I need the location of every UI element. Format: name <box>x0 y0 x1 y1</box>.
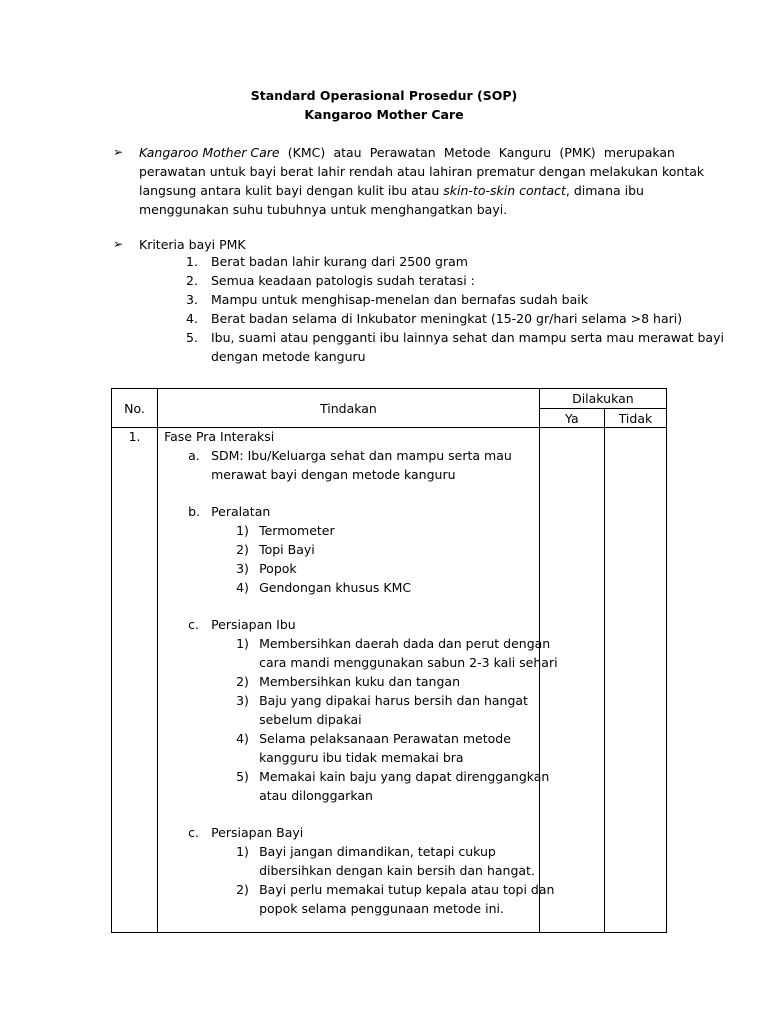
intro-line-2: perawatan untuk bayi berat lahir rendah atau lahiran prematur dengan melakukan kontak <box>139 164 705 179</box>
ya-cell <box>539 428 604 933</box>
tidak-cell <box>604 428 666 933</box>
equipment-item: Gendongan khusus KMC <box>259 580 412 595</box>
baby-prep-item: Bayi jangan dimandikan, tetapi cukup <box>259 844 496 859</box>
document-subtitle: Kangaroo Mother Care <box>304 107 464 122</box>
header-no: No. <box>112 389 158 428</box>
equipment-item: Popok <box>259 561 297 576</box>
criteria-heading: Kriteria bayi PMK <box>139 237 246 252</box>
sop-table <box>111 388 667 933</box>
arrow-bullet-icon: ➢ <box>113 145 124 159</box>
tindakan-cell: Fase Pra Interaksi a. SDM: Ibu/Keluarga sehat dan mampu serta mau merawat bayi dengan metode kanguru b. Peralatan 1) Termometer 2) Topi Bayi 3) Popok 4) Gendongan khusus KMC c. Persiapan Ibu 1) Membersihkan daerah dada dan perut dengan cara mandi menggunakan sabun 2-3 kali sehari 2) Membersihkan kuku dan tangan 3) Baju yang dipakai harus bersih dan hangat sebelum dipakai 4) Selama pelaksanaan Perawatan metode kangguru ibu tidak memakai bra 5) Memakai kain baju yang dapat direnggangkan atau dilonggarkan c. Persiapan Bayi 1) Bayi jangan dimandikan, tetapi cukup dibersihkan dengan kain bersih dan hangat. 2) Bayi perlu memakai tutup kepala atau topi dan popok selama penggunaan metode ini. <box>158 428 540 933</box>
section-a-text: SDM: Ibu/Keluarga sehat dan mampu serta mau <box>211 448 512 463</box>
mother-prep-item: Memakai kain baju yang dapat direnggangkan <box>259 769 550 784</box>
intro-line-1: Kangaroo Mother Care (KMC) atau Perawatan Metode Kanguru (PMK) merupakan <box>139 145 675 160</box>
phase-title: Fase Pra Interaksi <box>164 429 275 444</box>
header-ya: Ya <box>539 409 604 428</box>
section-b-title: Peralatan <box>211 504 271 519</box>
intro-line-4: menggunakan suhu tubuhnya untuk menghangatkan bayi. <box>139 202 508 217</box>
kmc-term: Kangaroo Mother Care <box>139 145 280 160</box>
row-number-cell <box>112 428 158 933</box>
mother-prep-item: Selama pelaksanaan Perawatan metode <box>259 731 511 746</box>
mother-prep-item: Membersihkan daerah dada dan perut dengan <box>259 636 551 651</box>
skin-contact-term: skin-to-skin contact <box>443 183 566 198</box>
intro-paragraph <box>113 145 705 225</box>
row-number: 1. <box>128 429 141 444</box>
header-tidak: Tidak <box>604 409 666 428</box>
mother-prep-item: Baju yang dipakai harus bersih dan hangat <box>259 693 528 708</box>
baby-prep-item: Bayi perlu memakai tutup kepala atau topi dan <box>259 882 555 897</box>
header-dilakukan: Dilakukan <box>539 389 666 409</box>
header-tindakan: Tindakan <box>158 389 540 428</box>
equipment-item: Termometer <box>259 523 335 538</box>
mother-prep-item: Membersihkan kuku dan tangan <box>259 674 460 689</box>
criteria-section: ➢ Kriteria bayi PMK 1. Berat badan lahir kurang dari 2500 gram 2. Semua keadaan patologis sudah teratasi : 3. Mampu untuk menghisap-menelan dan bernafas sudah baik 4. Berat badan selama di Inkubator meningkat (15-20 gr/hari selama >8 hari) 5. Ibu, suami atau pengganti ibu lainnya sehat dan mampu serta mau merawat bayi dengan metode kanguru <box>113 237 724 364</box>
intro-line-3: langsung antara kulit bayi dengan kulit ibu atau skin-to-skin contact, dimana ibu <box>139 183 644 198</box>
document-title: Standard Operasional Prosedur (SOP) <box>250 88 518 103</box>
section-c-bayi-title: Persiapan Bayi <box>211 825 304 840</box>
section-c-ibu-title: Persiapan Ibu <box>211 617 296 632</box>
arrow-bullet-icon: ➢ <box>113 237 124 251</box>
equipment-item: Topi Bayi <box>259 542 315 557</box>
